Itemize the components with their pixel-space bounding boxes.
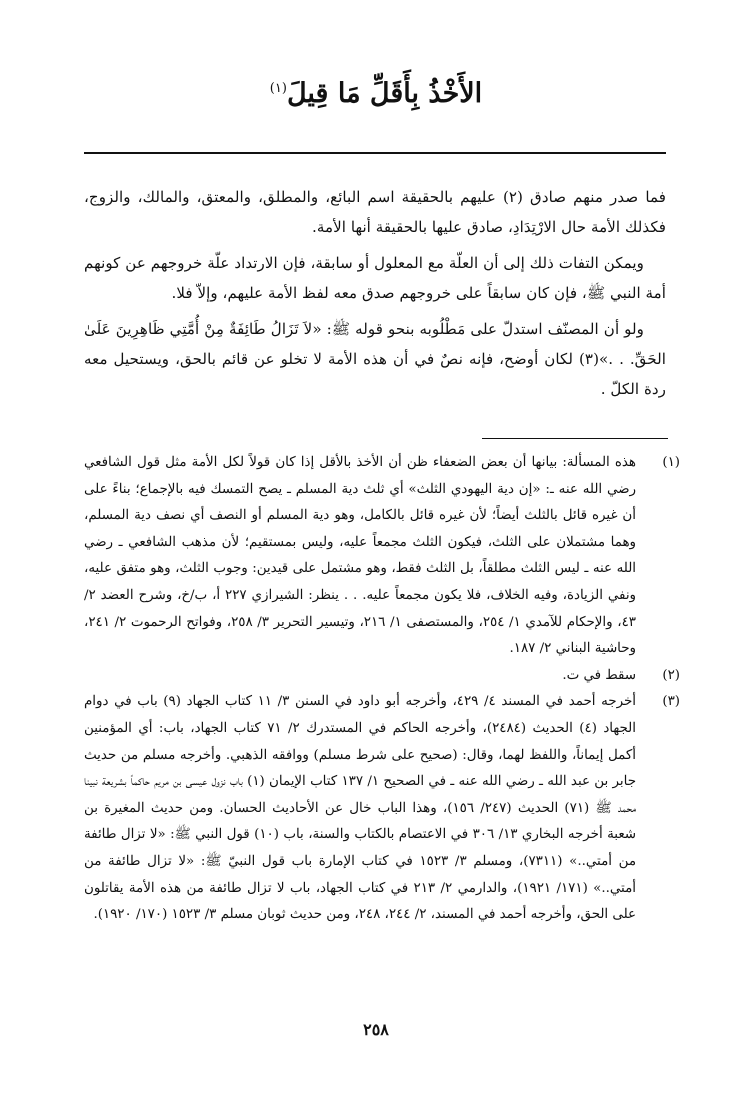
- footnote-number: (٣): [662, 694, 680, 710]
- footnote-text: أخرجه أحمد في المسند ٤/ ٤٢٩، وأخرجه أبو داود في السنن ٣/ ١١ كتاب الجهاد (٩) باب في دوام الجهاد (٤) الحديث (٢٤٨٤)، وأخرجه الحاكم في المستدرك ٢/ ٧١ كتاب الجهاد، باب: أي المؤمنين أكمل إيماناً، واللفظ لهما، وقال: (صحيح على شرط مسلم) ووافقه الذهبي. وأخرجه مسلم من حديث جابر بن عبد الله ـ رضي الله عنه ـ في الصحيح ١/ ١٣٧ كتاب الإيمان (١) باب نزول عيسى بن مريم حاكماً بشريعة نبينا محمد ﷺ (٧١) الحديث (٢٤٧/ ١٥٦)، وهذا الباب خال عن الأحاديث الحسان. ومن حديث المغيرة بن شعبة أخرجه البخاري ١٣/ ٣٠٦ في الاعتصام بالكتاب والسنة، باب (١٠) قول النبي ﷺ: «لا تزال طائفة من أمتي..» (٧٣١١)، ومسلم ٣/ ١٥٢٣ في كتاب الإمارة باب قول النبيّ ﷺ: «لا تزال طائفة من أمتي..» (١٧١/ ١٩٢١)، والدارمي ٢/ ٢١٣ في كتاب الجهاد، باب لا تزال طائفة من هذه الأمة يقاتلون على الحق، وأخرجه أحمد في المسند، ٢/ ٢٤٤، ٢٤٨، ومن حديث ثوبان مسلم ٣/ ١٥٢٣ (١٧٠/ ١٩٢٠).: [84, 694, 636, 923]
- title-footnote-ref: (١): [269, 81, 287, 96]
- footnote-text: هذه المسألة: بيانها أن بعض الضعفاء ظن أن الأخذ بالأقل إذا كان قولاً لكل الأمة مثل قول الشافعي رضي الله عنه ـ: «إن دية اليهودي الثلث» أي ثلث دية المسلم ـ يصح التمسك فيه بالإجماع؛ بناءً على أن غيره قائل بالثلث أيضاً؛ لأن غيره قائل بالكامل، وهو دية المسلم أو النصف أي نصف دية المسلم، وهما مشتملان على الثلث، فيكون الثلث مجمعاً عليه، وليس بمستقيم؛ لأن مذهب الشافعي ـ رضي الله عنه ـ ليس الثلث مطلقاً، بل الثلث فقط، وهو مشتمل على قيدين: وجوب الثلث، وهو متفق عليه، ونفي الزيادة، وفيه الخلاف، فلا يكون مجمعاً عليه. . . ينظر: الشيرازي ٢٢٧ أ، ب/خ، وشرح العضد ٢/ ٤٣، والإحكام للآمدي ١/ ٢٥٤، والمستصفى ١/ ٢١٦، وتيسير التحرير ٣/ ٢٥٨، وفواتح الرحموت ٢/ ٢٤١، وحاشية البناني ٢/ ١٨٧.: [84, 455, 637, 657]
- footnotes-divider: [482, 438, 668, 439]
- footnote: [84, 450, 680, 663]
- footnote: [84, 689, 680, 928]
- page-title: [0, 66, 752, 117]
- page-number: ٢٥٨: [363, 1020, 389, 1039]
- footnotes: [84, 450, 680, 929]
- title-text: الأَخْذُ بِأَقَلِّ مَا قِيلَ: [286, 78, 483, 109]
- main-text: [84, 182, 666, 410]
- body-paragraph: ويمكن التفات ذلك إلى أن العلّة مع المعلول أو سابقة، فإن الارتداد علّة خروجهم عن كونهم أمة النبي ﷺ، فإن كان سابقاً على خروجهم صدق معه لفظ الأمة عليهم، وإلاّ فلا.: [84, 254, 666, 302]
- body-paragraph: ولو أن المصنّف استدلّ على مَطْلُوبه بنحو قوله ﷺ: «لاَ تَزَالُ طَائِفَةٌ مِنْ أُمَّتِي ظَاهِرِينَ عَلَىٰ الحَقِّ. . .»(٣) لكان أوضح، فإنه نصٌ في أن هذه الأمة لا تخلو عن قائم بالحق، ويستحيل معه ردة الكلّ .: [84, 320, 666, 398]
- footnote-text: سقط في ت.: [562, 667, 636, 683]
- footnote-number: (٢): [662, 667, 680, 683]
- footnote-number: (١): [662, 455, 680, 470]
- header-divider: [84, 152, 666, 154]
- body-paragraph: فما صدر منهم صادق (٢) عليهم بالحقيقة اسم البائع، والمطلق، والمعتق، والمالك، والزوج، فكذلك الأمة حال الارْتِدَادِ، صادق عليها بالحقيقة أنها الأمة.: [84, 188, 666, 236]
- footnote: [84, 663, 680, 690]
